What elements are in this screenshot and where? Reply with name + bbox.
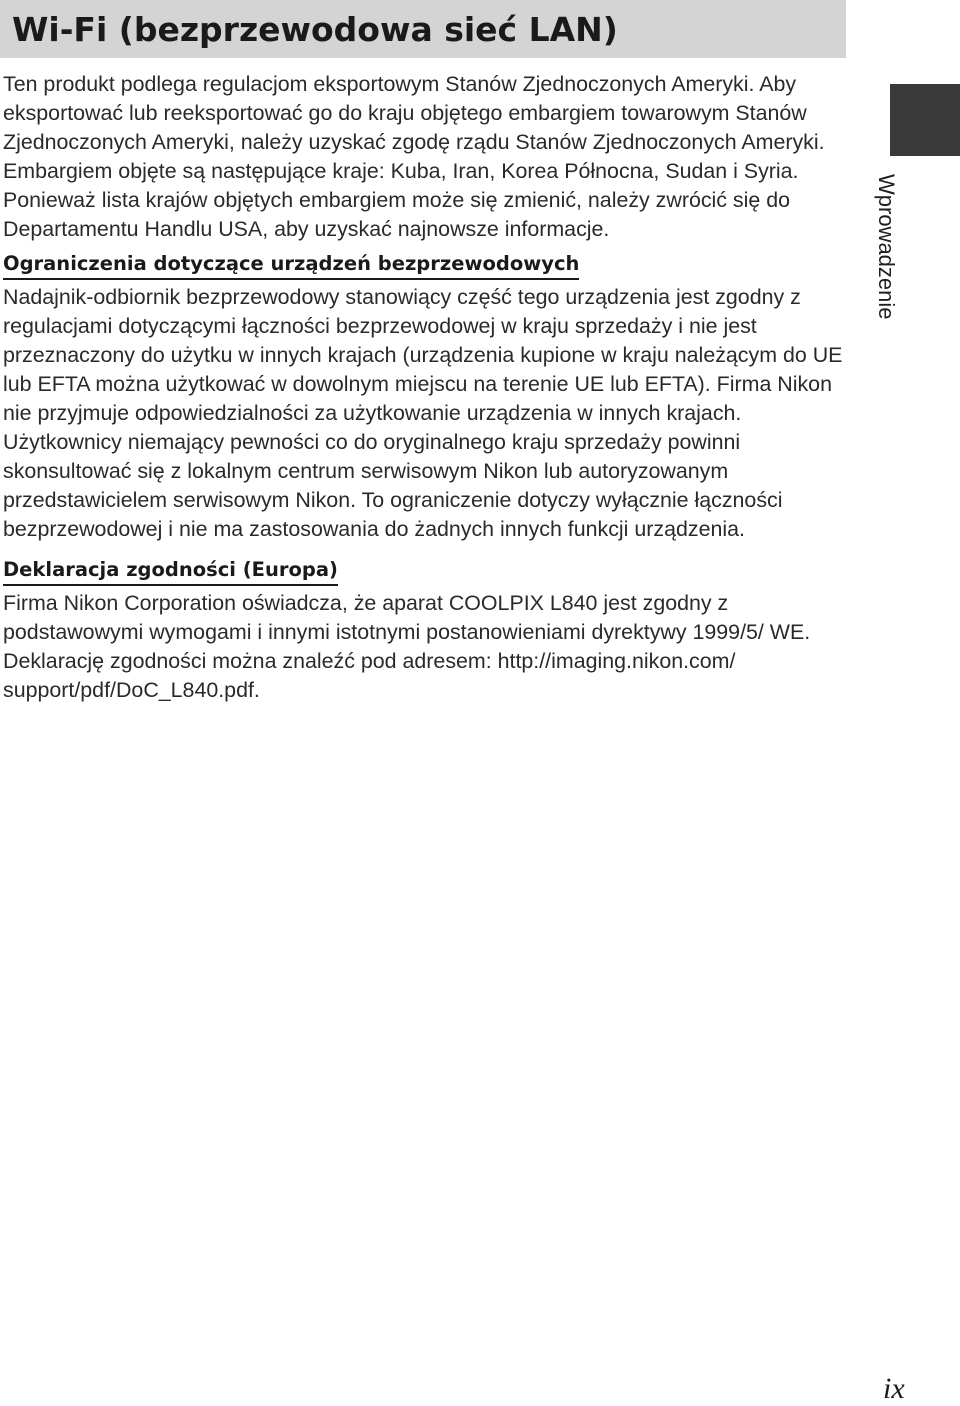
intro-paragraph: Ten produkt podlega regulacjom eksportowym Stanów Zjednoczonych Ameryki. Aby eksportować lub reeksportować go do kraju objętego embargiem towarowym Stanów Zjednoczonych Ameryki, należy uzyskać zgodę rządu Stanów Zjednoczonych Ameryki. Embargiem objęte są następujące kraje: Kuba, Iran, Korea Północna, Sudan i Syria. Ponieważ lista krajów objętych embargiem może się zmienić, należy zwrócić się do Departamentu Handlu USA, aby uzyskać najnowsze informacje. xyxy=(3,72,825,241)
page-content xyxy=(3,70,848,705)
section-heading-declaration: Deklaracja zgodności (Europa) xyxy=(3,557,338,586)
declaration-of-conformity-section xyxy=(3,557,848,705)
chapter-tab-label: Wprowadzenie xyxy=(874,174,899,320)
wireless-restrictions-paragraph: Nadajnik-odbiornik bezprzewodowy stanowiący część tego urządzenia jest zgodny z regulacjami dotyczącymi łączności bezprzewodowej w kraju sprzedaży i nie jest przeznaczony do użytku w innych krajach (urządzenia kupione w kraju należącym do UE lub EFTA można użytkować w dowolnym miejscu na terenie UE lub EFTA). Firma Nikon nie przyjmuje odpowiedzialności za użytkowanie urządzenia w innych krajach. Użytkownicy niemający pewności co do oryginalnego kraju sprzedaży powinni skonsultować się z lokalnym centrum serwisowym Nikon lub autoryzowanym przedstawicielem serwisowym Nikon. To ograniczenie dotyczy wyłącznie łączności bezprzewodowej i nie ma zastosowania do żadnych innych funkcji urządzenia. xyxy=(3,285,843,541)
page-title: Wi-Fi (bezprzewodowa sieć LAN) xyxy=(12,9,618,49)
page-number: ix xyxy=(883,1372,905,1405)
declaration-paragraph: Firma Nikon Corporation oświadcza, że aparat COOLPIX L840 jest zgodny z podstawowymi wymogami i innymi istotnymi postanowieniami dyrektywy 1999/5/ WE. Deklarację zgodności można znaleźć pod adresem: http://imaging.nikon.com/ support/pdf/DoC_L840.pdf. xyxy=(3,591,811,702)
section-heading-wireless-restrictions: Ograniczenia dotyczące urządzeń bezprzewodowych xyxy=(3,251,579,280)
page-title-bar xyxy=(0,0,846,58)
wireless-restrictions-section xyxy=(3,251,848,544)
chapter-tab-marker xyxy=(890,84,960,156)
